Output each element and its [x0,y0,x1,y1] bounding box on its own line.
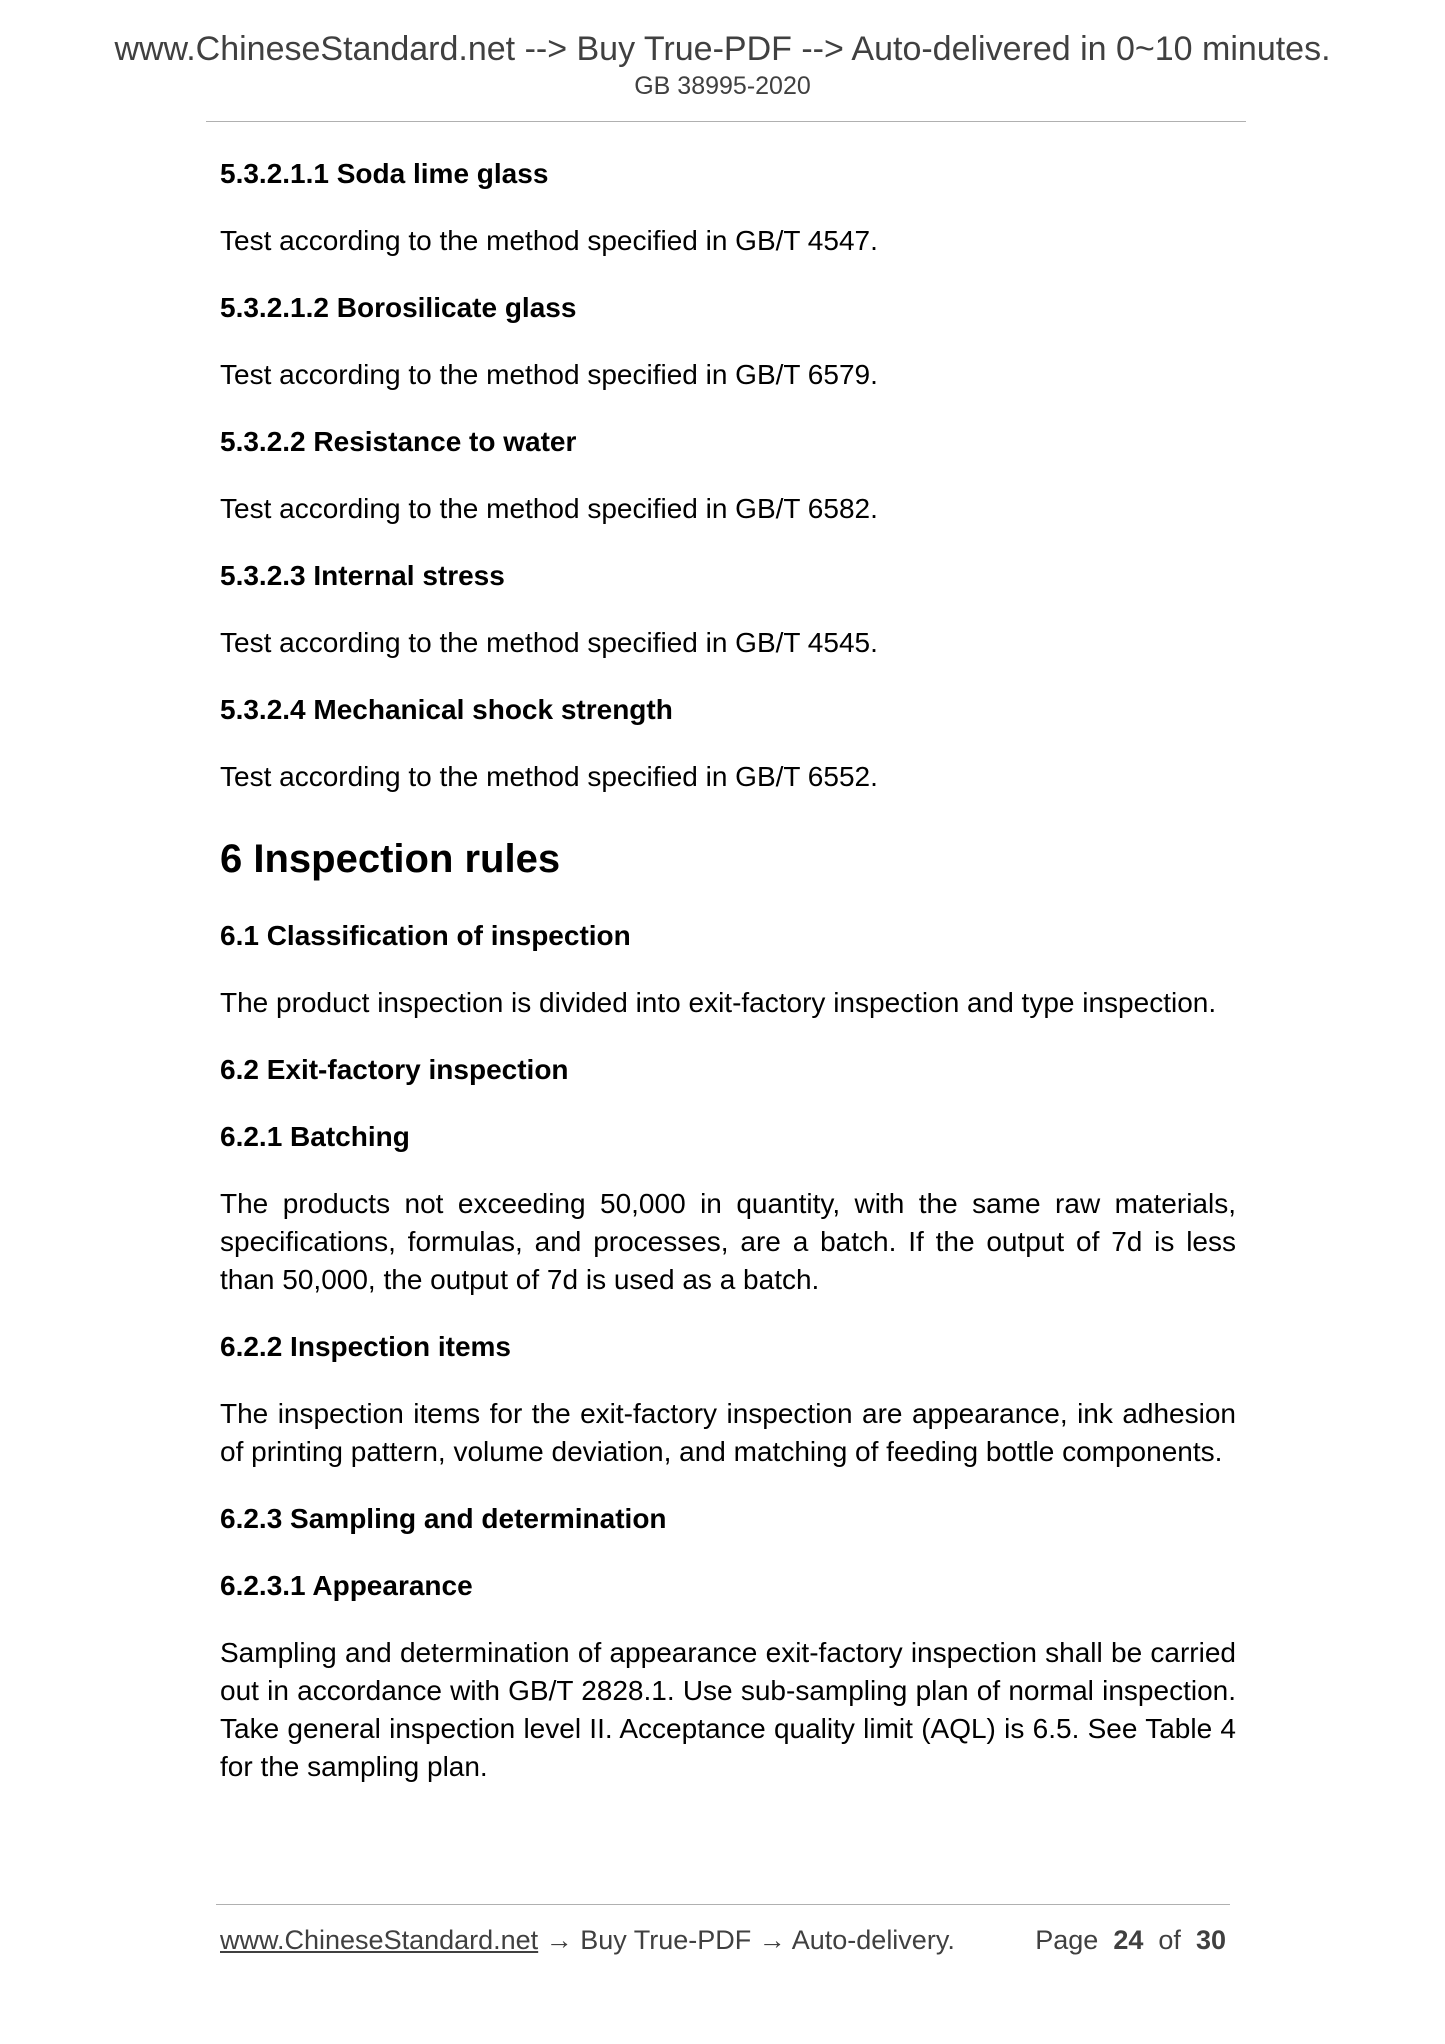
footer-divider [216,1904,1230,1905]
section-paragraph: Test according to the method specified in GB/T 4547. [220,225,878,256]
section-heading: 6.2.3 Sampling and determination [220,1503,667,1534]
of-label: of [1158,1925,1181,1955]
page-number [1035,1925,1226,1956]
section-paragraph: Sampling and determination of appearance exit-factory inspection shall be carried out in accordance with GB/T 2828.1. Use sub-sampling plan of normal inspection. Take general inspection level II. Acceptance quality limit (AQL) is 6.5. See Table 4 for the sampling plan. [220,1637,1236,1782]
section-paragraph: The product inspection is divided into exit-factory inspection and type inspection. [220,987,1217,1018]
section-paragraph: Test according to the method specified in GB/T 6582. [220,493,878,524]
section-heading: 5.3.2.1.1 Soda lime glass [220,158,549,189]
footer-link[interactable]: www.ChineseStandard.net [220,1925,539,1955]
header-banner: www.ChineseStandard.net --> Buy True-PDF --> Auto-delivered in 0~10 minutes. [114,30,1331,68]
footer-left [220,1925,955,1956]
document-id: GB 38995-2020 [634,72,811,100]
header-divider [206,121,1246,122]
section-heading: 6.2.2 Inspection items [220,1331,511,1362]
section-paragraph: Test according to the method specified in GB/T 6552. [220,761,878,792]
section-heading: 6.2.3.1 Appearance [220,1570,473,1601]
current-page: 24 [1113,1925,1144,1955]
section-heading: 5.3.2.2 Resistance to water [220,426,577,457]
footer-tagline: → Buy True-PDF → Auto-delivery. [538,1925,955,1955]
chapter-title: 6 Inspection rules [220,837,561,881]
section-heading: 5.3.2.1.2 Borosilicate glass [220,292,577,323]
section-paragraph: Test according to the method specified in GB/T 6579. [220,359,878,390]
section-heading: 6.1 Classification of inspection [220,920,631,951]
section-paragraph: The inspection items for the exit-factory inspection are appearance, ink adhesion of printing pattern, volume deviation, and matching of feeding bottle components. [220,1398,1236,1467]
section-paragraph: The products not exceeding 50,000 in quantity, with the same raw materials, specifications, formulas, and processes, are a batch. If the output of 7d is less than 50,000, the output of 7d is used as a batch. [220,1188,1236,1295]
section-heading: 5.3.2.4 Mechanical shock strength [220,694,673,725]
page-content [220,155,1236,1815]
section-heading: 5.3.2.3 Internal stress [220,560,505,591]
section-heading: 6.2 Exit-factory inspection [220,1054,569,1085]
page-label: Page [1035,1925,1099,1955]
section-heading: 6.2.1 Batching [220,1121,410,1152]
total-pages: 30 [1195,1925,1226,1955]
section-paragraph: Test according to the method specified in GB/T 4545. [220,627,878,658]
